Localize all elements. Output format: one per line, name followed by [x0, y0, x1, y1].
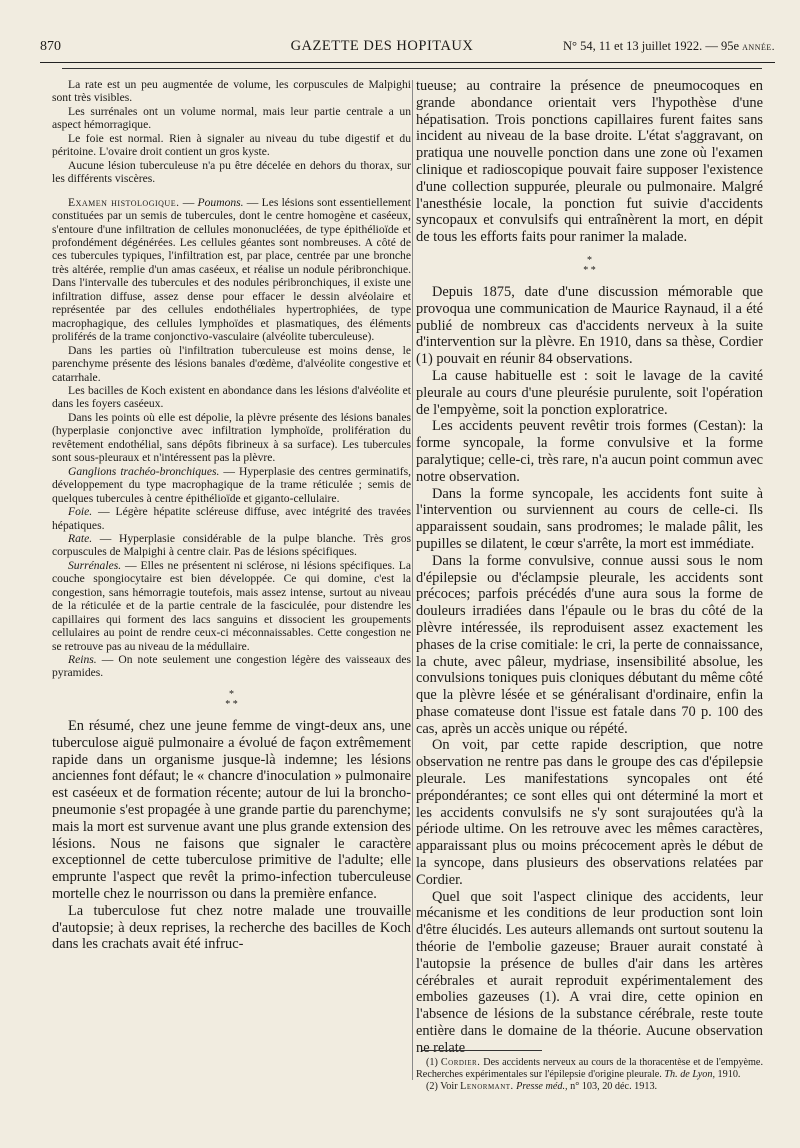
subsection-label: Foie.	[68, 505, 93, 519]
paragraph: Depuis 1875, date d'une discussion mémorable que provoqua une communication de Maurice Raynaud, il a été publié de nombreux cas d'accidents nerveux à la suite d'intervention sur la plèvre. En 1910, dans sa thèse, Cordier (1) pouvait en réunir 84 observations.	[416, 283, 763, 368]
footnote-1	[416, 1057, 763, 1081]
asterism-bottom: * *	[225, 698, 238, 710]
subsection-label: Rate.	[68, 531, 93, 545]
footnotes	[416, 1050, 763, 1092]
paragraph-text: On note seulement une congestion légère des vaisseaux des pyramides.	[52, 653, 412, 680]
surrenales-paragraph: Surrénales. — Elles ne présentent ni sclérose, ni lésions spécifiques. La couche spongiocytaire est bien développée. Ce qui domine, c'est la congestion, sans hémorragie toutefois, mais assez intense, surtout au niveau de la réticulée et de la partie centrale de la fasciculée, pour distendre les capillaires qui forment des lacs sanguins et dissocient les groupements cellulaires au point de rendre ceux-ci méconnaissables. Cette congestion ne se retrouve pas au niveau de la médullaire.	[52, 558, 412, 653]
paragraph: La tuberculose fut chez notre malade une trouvaille d'autopsie; à deux reprises, la recherche des bacilles de Koch dans les crachats avait été infruc-	[52, 902, 411, 953]
footnote-text: Des accidents nerveux au cours de la thoracentèse et de l'empyème. Recherches expérimentales sur l'épilepsie d'origine pleurale.	[416, 1057, 763, 1080]
asterism-bottom: * *	[583, 264, 596, 276]
footnote-text: n° 103, 20 déc. 1913.	[570, 1080, 658, 1092]
section-heading: Examen histologique.	[68, 195, 180, 209]
ganglions-paragraph: Ganglions trachéo-bronchiques. — Hyperplasie des centres germinatifs, développement du type macrophagique de la trame réticulée ; semis de quelques tubercules à centre épithélioïde et giganto-cellulaire.	[52, 464, 412, 505]
issue-year: 95e	[720, 39, 740, 53]
header-rule	[40, 62, 775, 63]
foie-paragraph: Foie. — Légère hépatite scléreuse diffuse, avec intégrité des travées hépatiques.	[52, 505, 411, 532]
paragraph: La cause habituelle est : soit le lavage de la cavité pleurale au cours d'une pleurésie purulente, soit l'opération de l'empyème, soit la ponction exploratrice.	[416, 367, 763, 418]
paragraph: Les surrénales ont un volume normal, mais leur partie centrale a un aspect hémorragique.	[52, 104, 411, 132]
paragraph: Les accidents peuvent revêtir trois formes (Cestan): la forme syncopale, la forme convulsive et la forme paralytique; celle-ci, très rare, n'a aucun point commun avec notre observation.	[416, 418, 764, 485]
paragraph: Quel que soit l'aspect clinique des accidents, leur mécanisme et les conditions de leur production sont loin d'être élucidés. Les auteurs allemands ont surtout soutenu la théorie de l'embolie gazeuse; Brauer aurait constaté à l'autopsie la présence de bulles d'air dans les artères cérébrales et aurait reproduit expérimentalement des embolies gazeuses (1). A vrai dire, cette opinion en l'absence de lésions de la substance cérébrale, reste toute entière dans le domaine de la théorie. Aucune observation ne relate	[416, 888, 763, 1056]
running-header	[40, 38, 775, 60]
paragraph: Dans les points où elle est dépolie, la plèvre présente des lésions banales (hyperplasie conjonctive avec infiltration lymphoïde, prolifération du revêtement endothélial, sans dépôts fibrineux à sa surface). Les tubercules sont sous-pleuraux et n'intéressent pas la plèvre.	[52, 410, 411, 465]
left-column	[52, 78, 411, 953]
reins-paragraph: Reins. — On note seulement une congestion légère des vaisseaux des pyramides.	[52, 653, 412, 680]
paragraph: Dans la forme syncopale, les accidents font suite à l'intervention ou surviennent au cours de celle-ci. Ils apparaissent soudain, sans prodromes; le malade pâlit, les pupilles se dilatent, le cœur s'arrête, la mort est immédiate.	[416, 485, 763, 552]
histology-paragraph: Examen histologique. — Poumons. — Les lésions sont essentiellement constituées par un semis de tubercules, dont le centre homogène et caséeux, s'entoure d'une infiltration de cellules mononucléées, de type épithélioïde et profondément dégénérées. Les cellules géantes sont nombreuses. A côté de ces tubercules typiques, l'infiltration est, par place, centrée par une bronche très altérée, remplie d'un amas caséeux, et réalise un nodule péribronchique. Dans l'intervalle des tubercules et des nodules péribronchiques, il existe une infiltration diffuse, assez dense pour effacer le dessin alvéolaire et représentée par des cellules endothéliales hypertrophiées, de type macrophagique, des cellules lymphoïdes et plasmatiques, des éléments proliférés de la trame conjonctivo-vasculaire (alvéolite tuberculeuse).	[52, 195, 412, 344]
subsection-label: Ganglions trachéo-bronchiques.	[68, 464, 220, 478]
paragraph-text: Elles ne présentent ni sclérose, ni lésions spécifiques. La couche spongiocytaire est bien développée. Ce qui domine, c'est la congestion, sans hémorragie toutefois, mais assez intense, surtout au niveau de la réticulée et de la partie centrale de la fasciculée, pour distendre les capillaires qui forment des lacs sanguins et dissocient les groupements cellulaires au point de rendre ceux-ci méconnaissables. Cette congestion ne se retrouve pas au niveau de la médullaire.	[52, 558, 412, 653]
paragraph: On voit, par cette rapide description, que notre observation ne rentre pas dans le groupe des cas d'épilepsie pleurale. Les manifestations syncopales ont été prépondérantes; ce sont elles qui ont déterminé la mort et les accidents convulsifs ne s'y sont surajoutées qu'à la période ultime. On les retrouve avec les mêmes caractères, apparaissant plus ou moins précocement après le début de la syncope, dans plusieurs des observations relatées par Cordier.	[416, 737, 763, 888]
paragraph: La rate est un peu augmentée de volume, les corpuscules de Malpighi sont très visibles.	[52, 78, 411, 105]
paragraph: Dans la forme convulsive, connue aussi sous le nom d'épilepsie ou d'éclampsie pleurale, les accidents sont précoces; parfois précédés d'une aura sous la forme de douleurs irradiées dans l'épaule ou le bras du côté de la plèvre intéressée, ils reproduisent assez exactement les phases de la crise comitiale: le cri, la perte de connaissance, la chute, avec pâleur, mydriase, insensibilité absolue, les convulsions toniques puis cloniques débutant du même côté que la plèvre lésée et se généralisant d'ordinaire, enfin la phase comateuse dont l'issue est fatale dans 70 p. 100 des cas, après un accès unique ou répété.	[416, 552, 763, 737]
footnote-number: (2)	[426, 1080, 438, 1092]
footnote-author: Cordier.	[440, 1057, 481, 1068]
right-column	[416, 78, 763, 1108]
issue-info: N° 54, 11 et 13 juillet 1922. — 95e année.	[562, 39, 775, 53]
summary-paragraph: En résumé, chez une jeune femme de vingt-deux ans, une tuberculose aiguë pulmonaire a évolué de façon extrêmement rapide dans un organisme jusque-là indemne; les lésions anciennes font défaut; le « chancre d'inoculation » pulmonaire est caséeux et de formation récente; autour de lui la broncho-pneumonie s'est propagée à une grande partie du parenchyme; mais la mort est survenue avant une plus grande extension des lésions. Nous ne faisons que signaler le caractère exceptionnel de cette tuberculose primitive de l'adulte; elle emprunte l'aspect que revêt la primo-infection tuberculeuse mortelle chez le nourrisson ou dans la première enfance.	[52, 717, 411, 902]
asterism-separator	[52, 690, 411, 710]
paragraph-text: Les lésions sont essentiellement constituées par un semis de tubercules, dont le centre homogène et caséeux, s'entoure d'une infiltration de cellules mononucléées, de type épithélioïde et profondément dégénérées. Les cellules géantes sont nombreuses. A côté de ces tubercules typiques, l'infiltration est, par place, centrée par une bronche très altérée, remplie d'un amas caséeux, et réalise un nodule péribronchique. Dans l'intervalle des tubercules et des nodules péribronchiques, il existe une infiltration diffuse, assez dense pour effacer le dessin alvéolaire et représentée par des cellules endothéliales hypertrophiées, de type macrophagique, des cellules lymphoïdes et plasmatiques, des éléments proliférés de la trame conjonctivo-vasculaire (alvéolite tuberculeuse).	[52, 195, 412, 344]
asterism-top: *	[229, 688, 234, 700]
issue-number: N° 54, 11 et 13 juillet 1922.	[562, 39, 703, 53]
rate-paragraph: Rate. — Hyperplasie considérable de la pulpe blanche. Très gros corpuscules de Malpighi à centre clair. Pas de lésions spécifiques.	[52, 531, 411, 559]
footnote-number: (1)	[426, 1057, 438, 1068]
journal-title: GAZETTE DES HOPITAUX	[290, 38, 474, 54]
footnote-year: 1910.	[717, 1068, 741, 1080]
summary-section	[52, 718, 411, 953]
column-divider	[412, 80, 413, 1080]
footnote-rule	[422, 1050, 542, 1051]
footnote-2	[416, 1081, 763, 1093]
page-number: 870	[40, 39, 61, 54]
paragraph-text: Légère hépatite scléreuse diffuse, avec intégrité des travées hépatiques.	[52, 505, 411, 532]
paragraph: Le foie est normal. Rien à signaler au niveau du tube digestif et du péritoine. L'ovaire droit contient un gros kyste.	[52, 131, 411, 159]
footnote-source: Th. de Lyon,	[664, 1068, 715, 1080]
subsection-label: Surrénales.	[68, 558, 122, 572]
subsection-label: Poumons.	[197, 195, 244, 209]
paragraph: Aucune lésion tuberculeuse n'a pu être décelée en dehors du thorax, sur les différents viscères.	[52, 158, 411, 186]
paragraph: Les bacilles de Koch existent en abondance dans les lésions d'alvéolite et dans les foyers caséeux.	[52, 383, 411, 411]
subsection-label: Reins.	[68, 653, 97, 667]
asterism-top: *	[587, 254, 592, 266]
asterism-separator	[416, 256, 763, 276]
footnote-author: Lenormant.	[460, 1080, 514, 1092]
header-subrule	[62, 68, 762, 69]
paragraph-text: Hyperplasie considérable de la pulpe blanche. Très gros corpuscules de Malpighi à centre clair. Pas de lésions spécifiques.	[52, 531, 411, 559]
autopsy-findings	[52, 78, 411, 680]
footnote-source: Presse méd.,	[516, 1080, 568, 1092]
issue-annee: année.	[742, 41, 775, 53]
paragraph: tueuse; au contraire la présence de pneumocoques en grande abondance orientait vers l'hypothèse d'une hépatisation. Trois ponctions capillaires furent faites sans incident au niveau de la base droite. L'état s'aggravant, on pratiqua une nouvelle ponction dans une zone où l'examen clinique et radioscopique pouvait faire supposer l'existence d'une collection suppurée, pleurale ou pulmonaire. Malgré l'anesthésie locale, la ponction fut suivie d'accidents syncopaux et convulsifs qui entraînèrent la mort, en dépit de tous les efforts faits pour ranimer la malade.	[416, 78, 763, 246]
footnote-voir: Voir	[440, 1080, 458, 1092]
paragraph: Dans les parties où l'infiltration tuberculeuse est moins dense, le parenchyme présente des lésions banales d'œdème, d'alvéolite congestive et catarrhale.	[52, 343, 411, 384]
paragraph-text: Hyperplasie des centres germinatifs, développement du type macrophagique de la trame réticulée ; semis de quelques tubercules à centre épithélioïde et giganto-cellulaire.	[52, 464, 412, 505]
